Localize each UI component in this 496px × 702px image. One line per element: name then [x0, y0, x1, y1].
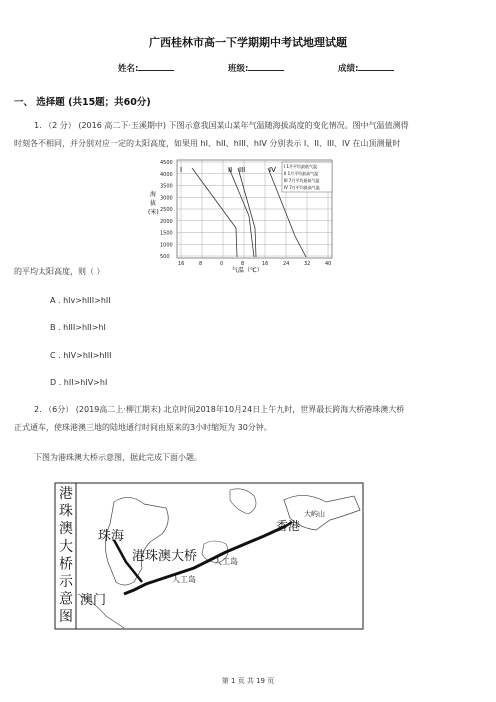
q1-line2: 时刻各不相同，并分别对应一定的太阳高度，如果用 hI、hII、hIII、hIV 分别表示 I、II、III、IV 在山顶测量时	[14, 139, 401, 148]
label-island-1: 人工岛	[214, 557, 238, 566]
y-tick-label: 3500	[160, 183, 173, 190]
y-tick-label: 2000	[160, 218, 173, 225]
label-hongkong: 香港	[276, 519, 301, 533]
y-tick-label: 2500	[160, 207, 173, 213]
q1-line3: 的平均太阳高度，则（ ）	[14, 267, 105, 276]
y-tick-label: 1500	[160, 230, 173, 237]
y-axis-label	[148, 190, 159, 216]
map-side-title-char: 珠	[59, 503, 73, 520]
q2-line2: 正式通车，使珠港澳三地的陆地通行时间由原来的3小时缩短为 30分钟。	[14, 423, 272, 432]
map-side-title-char: 大	[59, 538, 73, 555]
map-side-title-char: 澳	[59, 521, 73, 538]
x-tick-label: 16	[262, 261, 269, 267]
q1-option-d[interactable]: D . hII>hIV>hI	[50, 378, 108, 387]
x-tick-label: 24	[283, 261, 290, 267]
q2-line3: 下图为港珠澳大桥示意图，据此完成下面小题。	[34, 453, 202, 462]
name-label: 姓名:	[118, 64, 139, 74]
y-axis-label-char-3: (米)	[148, 209, 159, 216]
map-side-title-char: 意	[59, 591, 73, 608]
legend-item-3: III 7月平均最低气温	[284, 178, 320, 183]
q1-option-a[interactable]: A . hIv>hIII>hII	[50, 296, 111, 305]
label-island-2: 人工岛	[172, 575, 196, 584]
class-field	[228, 62, 284, 74]
map-side-title-char: 桥	[59, 556, 73, 573]
name-field	[118, 62, 174, 74]
map-side-title-char: 示	[59, 574, 73, 590]
series-label-II: II	[228, 166, 233, 174]
x-axis-label: 气温（℃）	[232, 267, 263, 274]
y-tick-label: 4500	[160, 160, 173, 166]
y-tick-label: 500	[160, 254, 170, 260]
label-macau: 澳门	[80, 593, 107, 608]
q1-altitude-chart	[144, 156, 340, 274]
x-tick-label: 0	[220, 261, 224, 267]
y-tick-label: 4000	[160, 171, 173, 178]
name-blank	[138, 62, 174, 71]
q1-option-b[interactable]: B . hIII>hII>hI	[50, 323, 106, 332]
map-side-title-char: 图	[59, 609, 73, 626]
y-axis-label-char-1: 海	[150, 191, 157, 198]
x-tick-label: 8	[199, 261, 203, 267]
label-dayushan: 大屿山	[304, 510, 325, 518]
series-label-IV: IV	[269, 166, 276, 174]
document-title: 广西桂林市高一下学期期中考试地理试题	[149, 36, 347, 49]
label-bridge: 港珠澳大桥	[132, 549, 198, 564]
score-field	[338, 62, 394, 74]
map-side-title-char: 港	[59, 486, 73, 502]
q1-option-c[interactable]: C . hIV>hII>hIII	[50, 351, 112, 360]
score-label: 成绩:	[338, 64, 359, 74]
section-heading: 一、 选择题 (共15题；共60分)	[14, 97, 151, 108]
x-tick-label: 16	[178, 261, 185, 267]
score-blank	[358, 62, 394, 71]
class-blank	[248, 62, 284, 71]
series-label-I: I	[180, 166, 183, 174]
legend-item-1: I 1月平均最低气温	[284, 164, 317, 169]
q1-line1: 1. （2 分） (2016 高二下·玉溪期中) 下图示意我国某山某年气温随海拔高度的变化情况。图中气温值测得	[34, 121, 409, 130]
y-axis-label-char-2: 拔	[150, 200, 157, 207]
q2-line1: 2. （6分） (2019高二上·柳江期末) 北京时间2018年10月24日上午九时，世界最长跨海大桥港珠澳大桥	[34, 405, 405, 414]
q2-bridge-map	[54, 482, 364, 630]
y-tick-label: 1000	[160, 242, 173, 249]
series-label-III: III	[239, 166, 246, 174]
label-zhuhai: 珠海	[98, 529, 125, 544]
y-tick-label: 3000	[160, 195, 173, 202]
page-footer: 第 1 页 共 19 页	[221, 677, 275, 685]
legend-item-4: IV 7月平均最高气温	[284, 185, 320, 190]
class-label: 班级:	[228, 64, 249, 74]
x-tick-label: 40	[325, 261, 332, 267]
x-tick-label: 32	[304, 261, 311, 267]
legend-item-2: II 1月平均最高气温	[284, 171, 319, 176]
x-tick-label: 8	[241, 261, 245, 267]
